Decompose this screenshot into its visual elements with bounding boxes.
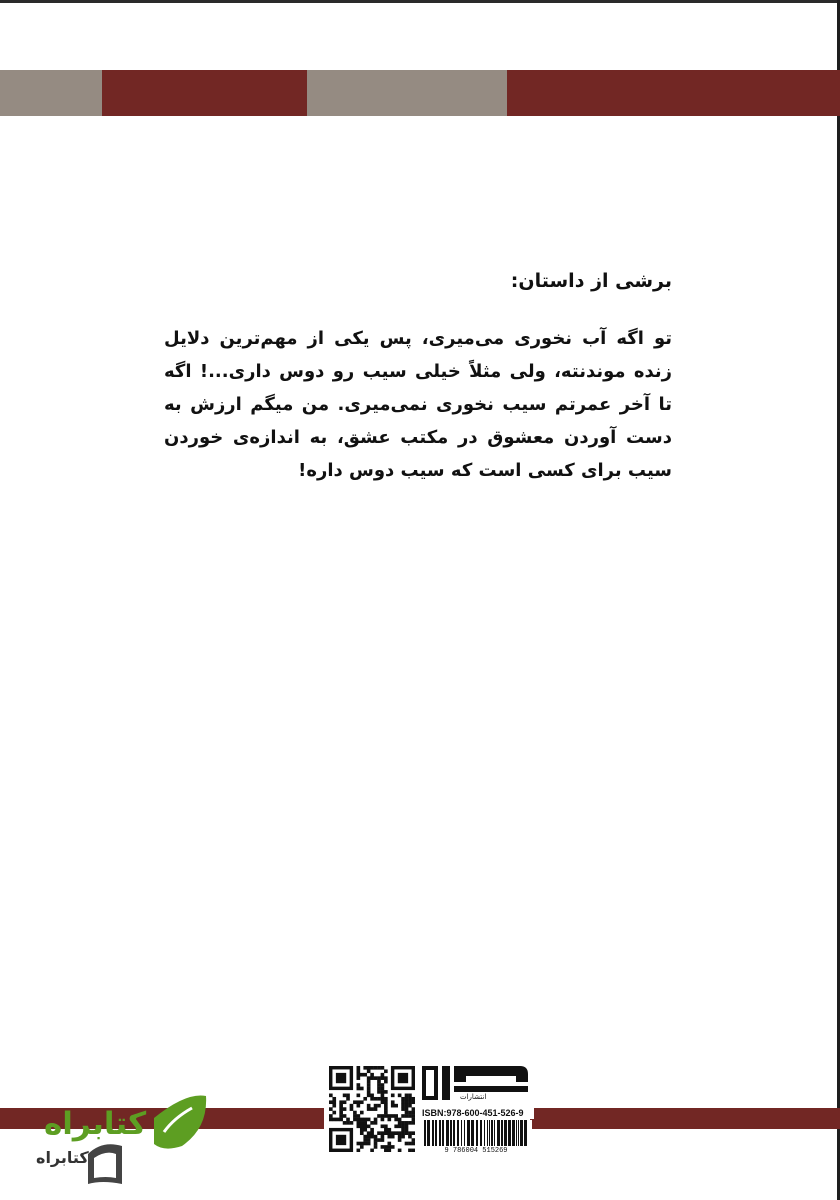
watermark: [36, 1088, 212, 1188]
publisher-logo-text: انتشارات: [460, 1093, 487, 1101]
excerpt-title: برشی از داستان:: [510, 270, 672, 292]
band-gray-segment: [307, 70, 507, 116]
band-gray-segment: [0, 70, 102, 116]
band-red-segment: [507, 70, 840, 116]
band-red-segment: [102, 70, 307, 116]
excerpt-body: تو اگه آب نخوری می‌میری، پس یکی از مهم‌ترین دلایل زنده موندنته، ولی مثلاً خیلی سیب رو دوس داری...! اگه تا آخر عمرتم سیب نخوری نمی‌میری. من میگم ارزش به دست آوردن معشوق در مکتب عشق، به اندازه‌ی خوردن سیب برای کسی است که سیب دوس داره!: [164, 328, 672, 481]
barcode-number: 9 786004 515269: [420, 1147, 532, 1155]
watermark-small-text: کتابراه: [36, 1148, 89, 1167]
isbn-label: ISBN:978-600-451-526-9: [420, 1107, 534, 1119]
publisher-logo: [420, 1062, 530, 1104]
qr-code: [329, 1066, 415, 1152]
excerpt-block: [164, 270, 672, 487]
top-color-band: [0, 70, 840, 116]
watermark-large-text: کتابراه: [44, 1106, 147, 1142]
band-red-segment: [530, 1108, 840, 1129]
top-border: [0, 0, 840, 3]
